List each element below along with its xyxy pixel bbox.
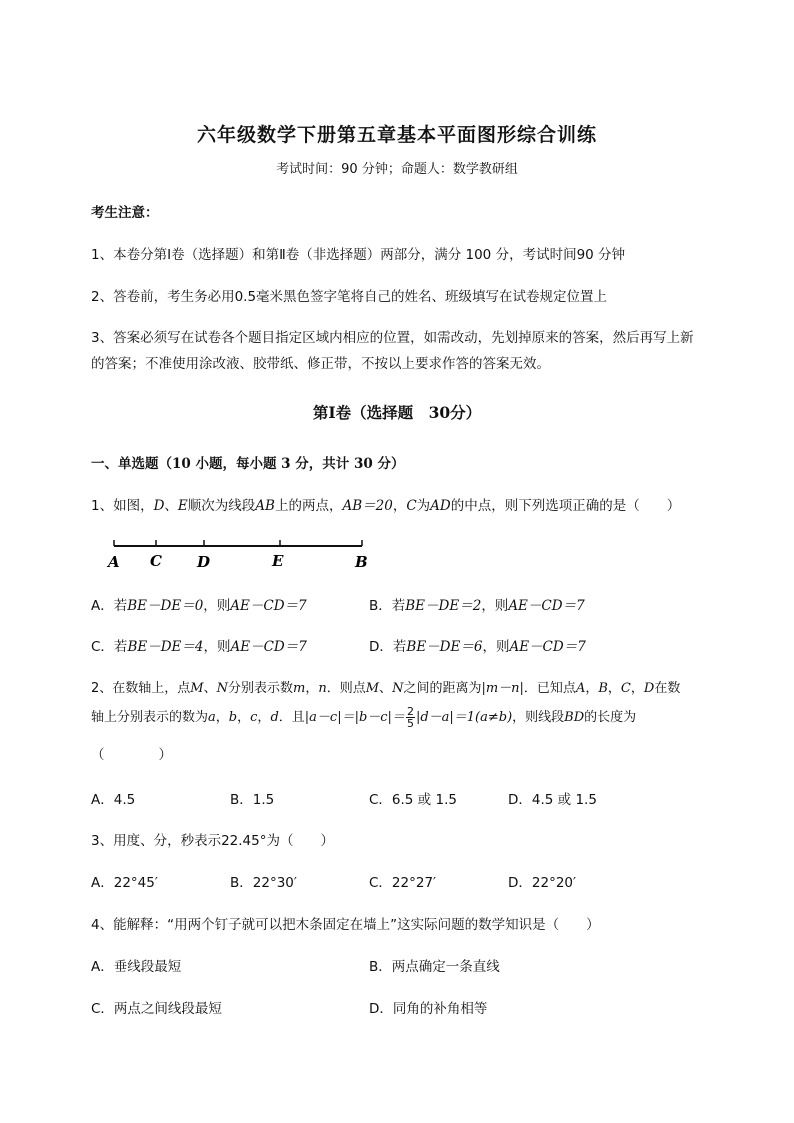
- question-1-stem: 1、如图，D、E顺次为线段AB上的两点，AB＝20，C为AD的中点，则下列选项正确的是（ ）: [91, 498, 681, 514]
- label-e: E: [272, 552, 284, 570]
- label-a: A: [108, 553, 120, 571]
- option-d[interactable]: D．若BE－DE＝6，则AE－CD＝7: [369, 639, 586, 655]
- option-a[interactable]: A．22°45′: [91, 875, 158, 891]
- label-b: B: [355, 553, 368, 571]
- segment-figure: [100, 535, 380, 575]
- option-b[interactable]: B．两点确定一条直线: [369, 959, 500, 975]
- notice-heading: 考生注意：: [91, 205, 159, 221]
- exam-info: 考试时间：90 分钟；命题人：数学教研组: [276, 162, 518, 177]
- option-a[interactable]: A．4.5: [91, 792, 136, 808]
- option-c[interactable]: C．两点之间线段最短: [91, 1001, 222, 1017]
- option-b[interactable]: B．22°30′: [230, 875, 297, 891]
- option-a[interactable]: A．若BE－DE＝0，则AE－CD＝7: [91, 598, 307, 614]
- notice-item: 1、本卷分第Ⅰ卷（选择题）和第Ⅱ卷（非选择题）两部分，满分 100 分，考试时间90 分钟: [91, 247, 626, 263]
- notice-item: 的答案；不准使用涂改液、胶带纸、修正带，不按以上要求作答的答案无效。: [91, 356, 550, 372]
- label-c: C: [150, 552, 162, 570]
- label-d: D: [197, 553, 211, 571]
- option-d[interactable]: D．同角的补角相等: [369, 1001, 488, 1017]
- question-4-stem: 4、能解释：“用两个钉子就可以把木条固定在墙上”这实际问题的数学知识是（ ）: [91, 917, 600, 933]
- question-2-stem-line1: 2、在数轴上，点M、N分别表示数m，n．则点M、N之间的距离为|m－n|．已知点A，B，C，D在数: [91, 681, 681, 696]
- notice-item: 3、答案必须写在试卷各个题目指定区域内相应的位置，如需改动，先划掉原来的答案，然后再写上新: [91, 330, 694, 346]
- option-c[interactable]: C．若BE－DE＝4，则AE－CD＝7: [91, 639, 307, 655]
- option-b[interactable]: B．1.5: [230, 792, 275, 808]
- option-a[interactable]: A．垂线段最短: [91, 959, 182, 975]
- part-heading: 一、单选题（10 小题，每小题 3 分，共计 30 分）: [91, 456, 405, 472]
- option-c[interactable]: C．22°27′: [369, 875, 437, 891]
- fraction: $\frac{2}{5}$: [406, 705, 414, 730]
- option-d[interactable]: D．4.5 或 1.5: [508, 792, 597, 808]
- option-d[interactable]: D．22°20′: [508, 875, 577, 891]
- page-title: 六年级数学下册第五章基本平面图形综合训练: [196, 124, 597, 146]
- option-b[interactable]: B．若BE－DE＝2，则AE－CD＝7: [369, 598, 585, 614]
- section-title: 第Ⅰ卷（选择题 30分）: [312, 403, 482, 422]
- option-c[interactable]: C．6.5 或 1.5: [369, 792, 457, 808]
- question-2-stem-line2: 轴上分别表示的数为a，b，c，d．且|a－c|＝|b－c|＝ $\frac{2}{5}$ |d－a|＝1(a≠b)，则线段BD的长度为: [91, 705, 637, 730]
- notice-item: 2、答卷前，考生务必用0.5毫米黑色签字笔将自己的姓名、班级填写在试卷规定位置上: [91, 289, 608, 305]
- question-3-stem: 3、用度、分，秒表示22.45°为（ ）: [91, 833, 334, 849]
- answer-bracket: （ ）: [91, 747, 172, 763]
